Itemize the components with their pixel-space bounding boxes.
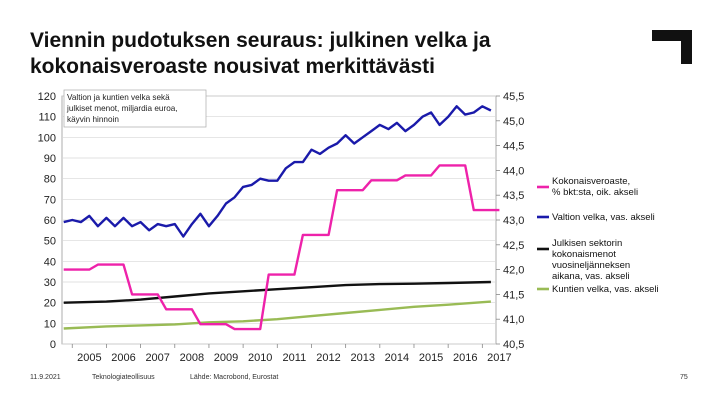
x-tick-label: 2010 — [247, 352, 273, 364]
title-line-2: kokonaisveroaste nousivat merkittävästi — [30, 55, 436, 78]
x-axis-ticks — [72, 344, 511, 364]
left-tick-label: 50 — [43, 235, 56, 248]
x-tick-label: 2013 — [350, 352, 375, 364]
left-tick-label: 90 — [43, 153, 56, 165]
right-tick-label: 44,0 — [503, 165, 525, 178]
note-box — [64, 90, 206, 127]
corner-logo-icon — [652, 30, 692, 64]
right-tick-label: 41,0 — [503, 314, 525, 327]
x-tick-label: 2015 — [418, 352, 444, 364]
x-tick-label: 2016 — [453, 352, 478, 364]
right-axis-ticks — [496, 91, 524, 351]
legend-label: kokonaismenot — [552, 249, 616, 260]
slide-title — [30, 28, 630, 80]
left-tick-label: 120 — [37, 91, 56, 103]
right-tick-label: 43,5 — [503, 190, 525, 203]
legend-label: vuosineljänneksen — [552, 260, 631, 271]
x-tick-label: 2009 — [213, 352, 239, 364]
x-tick-label: 2006 — [111, 352, 136, 364]
x-tick-label: 2017 — [487, 352, 512, 364]
right-tick-label: 43,0 — [503, 215, 525, 227]
right-tick-label: 40,5 — [503, 339, 525, 351]
legend-label: Valtion velka, vas. akseli — [552, 212, 655, 223]
left-tick-label: 40 — [43, 256, 56, 269]
footer-source: Lähde: Macrobond, Eurostat — [190, 374, 279, 381]
left-axis-ticks — [38, 91, 56, 351]
left-tick-label: 100 — [37, 132, 56, 145]
legend-label: Kokonaisveroaste, — [552, 176, 631, 187]
x-tick-label: 2007 — [145, 352, 170, 364]
right-tick-label: 41,5 — [503, 289, 525, 302]
title-line-1: Viennin pudotuksen seuraus: julkinen velka ja — [30, 29, 491, 52]
x-tick-label: 2005 — [77, 352, 102, 364]
legend-label: Julkisen sektorin — [552, 238, 623, 249]
left-tick-label: 0 — [49, 339, 56, 351]
line-chart — [0, 84, 720, 374]
footer-date: 11.9.2021 — [30, 374, 61, 381]
footer-page-number: 75 — [680, 374, 688, 381]
left-tick-label: 80 — [43, 173, 56, 186]
x-tick-label: 2011 — [282, 352, 307, 364]
x-tick-label: 2012 — [316, 352, 341, 364]
right-tick-label: 45,0 — [503, 115, 525, 128]
right-tick-label: 45,5 — [503, 91, 525, 103]
right-tick-label: 44,5 — [503, 140, 525, 153]
legend — [534, 162, 686, 364]
left-tick-label: 70 — [43, 194, 56, 207]
note-line-2: julkiset menot, miljardia euroa, — [67, 104, 178, 113]
x-tick-label: 2008 — [179, 352, 205, 364]
x-tick-label: 2014 — [384, 352, 410, 364]
footer-organization: Teknologiateollisuus — [92, 374, 155, 381]
left-tick-label: 110 — [38, 111, 56, 124]
note-line-3: käyvin hinnoin — [67, 115, 119, 124]
legend-label: % bkt:sta, oik. akseli — [552, 187, 639, 198]
right-tick-label: 42,0 — [503, 264, 525, 277]
right-tick-label: 42,5 — [503, 239, 525, 252]
left-tick-label: 60 — [43, 215, 56, 227]
legend-label: Kuntien velka, vas. akseli — [552, 284, 659, 295]
note-line-1: Valtion ja kuntien velka sekä — [67, 93, 170, 102]
left-tick-label: 30 — [43, 277, 56, 289]
legend-label: aikana, vas. akseli — [552, 271, 630, 282]
left-tick-label: 10 — [43, 318, 56, 331]
left-tick-label: 20 — [43, 297, 56, 310]
